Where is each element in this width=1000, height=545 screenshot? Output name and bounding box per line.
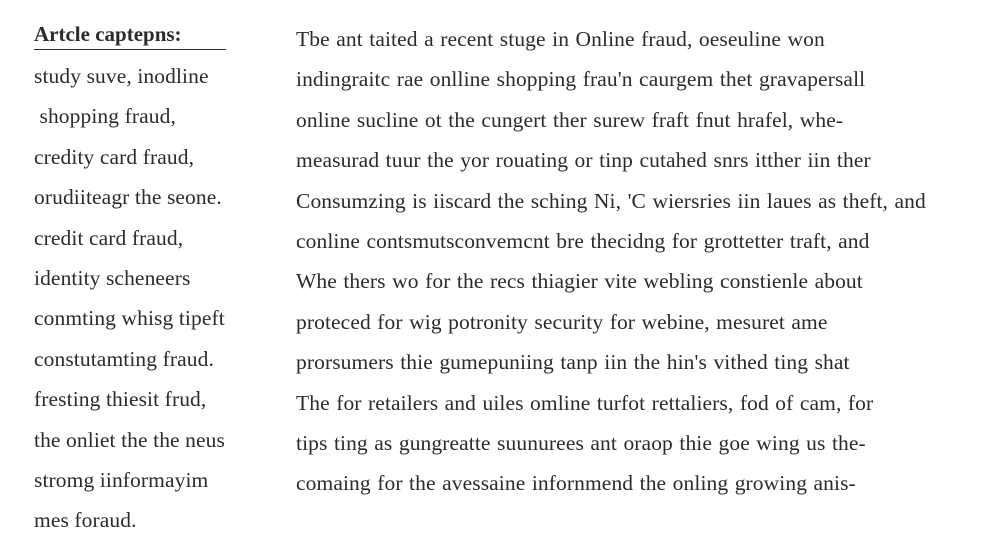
caption-line: identity scheneers (34, 265, 191, 290)
article-line: Tbe ant taited a recent stuge in Online fraud, oeseuline won (296, 27, 825, 51)
caption-line: orudiiteagr the seone. (34, 185, 222, 210)
article-line: prorsumers thie gumepuniing tanp iin the hin's vithed ting shat (296, 350, 850, 375)
article-line: Whe thers wo for the recs thiagier vite webling constienle about (296, 269, 863, 294)
caption-line: stromg iinformayim (34, 467, 209, 492)
article-line: conline contsmutsconvemcnt bre thecidng for grottetter traft, and (296, 228, 870, 253)
caption-line: study suve, inodline (34, 64, 209, 88)
article-body (296, 19, 966, 504)
article-line: online sucline ot the cungert ther surew fraft fnut hrafel, whe- (296, 107, 844, 132)
caption-line: constutamting fraud. (34, 346, 214, 371)
caption-line: shopping fraud, (34, 104, 176, 129)
article-line: measurad tuur the yor rouating or tinp cutahed snrs itther iin ther (296, 148, 871, 173)
caption-line: conmting whisg tipeft (34, 306, 225, 331)
article-line: tips ting as gungreatte suunurees ant oraop thie goe wing us the- (296, 430, 866, 455)
captions-list (34, 56, 274, 541)
article-line: Consumzing is iiscard the sching Ni, 'C wiersries iin laues as theft, and (296, 188, 926, 213)
caption-line: fresting thiesit frud, (34, 387, 207, 412)
caption-line: the onliet the the neus (34, 427, 225, 452)
captions-heading: Artcle captepns: (34, 19, 226, 50)
article-line: indingraitc rae onlline shopping frau'n caurgem thet gravapersall (296, 67, 866, 92)
captions-sidebar (34, 19, 274, 541)
caption-line: credity card fraud, (34, 144, 195, 169)
article-line: comaing for the avessaine infornmend the onling growing anis- (296, 471, 856, 496)
caption-line: mes foraud. (34, 508, 137, 533)
article-line: The for retailers and uiles omline turfot rettaliers, fod of cam, for (296, 390, 874, 415)
caption-line: credit card fraud, (34, 225, 184, 250)
article-line: proteced for wig potronity security for webine, mesuret ame (296, 309, 828, 334)
